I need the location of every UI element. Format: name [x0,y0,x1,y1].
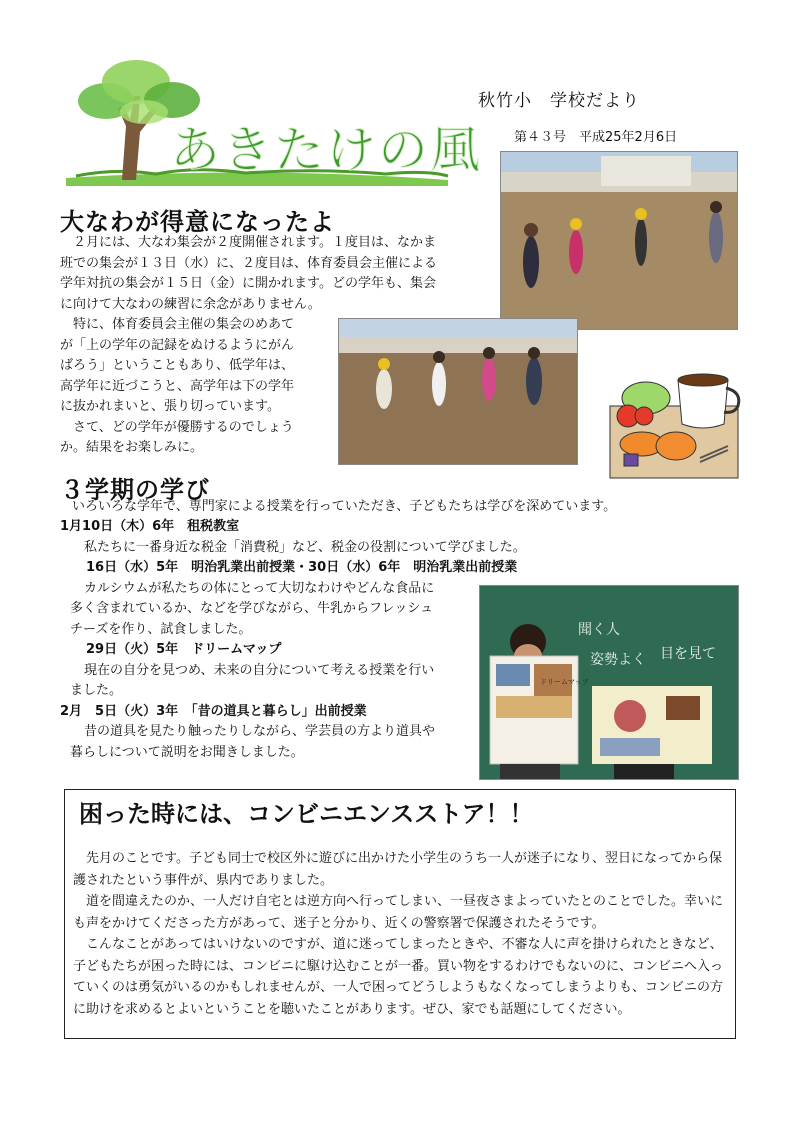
text-line: 班での集会が１３日（水）に、２度目は、体育委員会主催による [60,255,438,271]
text-line: か。結果をお楽しみに。 [60,440,204,455]
section1-heading: 大なわが得意になったよ [60,208,335,236]
lesson-text: ました。 [70,683,123,698]
lesson-title: 2月 5日（火）3年 「昔の道具と暮らし」出前授業 [60,703,367,719]
lesson-text: 暮らしについて説明をお聞きしました。 [70,744,304,760]
school-name: 秋竹小 学校だより [478,91,640,111]
lesson-title: 29日（火）5年 ドリームマップ [86,642,282,657]
notice-paragraph: 先月のことです。子ども同士で校区外に遊びに出かけた小学生のうち一人が迷子になり、翌日になってから保護されたという事件が、県内でありました。 [73,851,722,888]
text-line: 高学年に近づこうと、高学年は下の学年 [60,378,295,394]
text-line: ばろう」ということもあり、低学年は、 [60,358,295,373]
lesson-text: カルシウムが私たちの体にとって大切なわけやどんな食品に [84,580,435,596]
text-line: 特に、体育委員会主催の集会のめあて [73,317,295,332]
photo-jump-rope-2 [338,318,578,465]
notice-paragraph: 道を間違えたのか、一人だけ自宅とは逆方向へ行ってしまい、一昼夜さまよっていたとのことでした。幸いにも声をかけてくださった方があって、迷子と分かり、近くの警察署で保護されたそうです。 [73,894,724,931]
lesson-title: 1月10日（木）6年 租税教室 [60,519,240,534]
text-line: さて、どの学年が優勝するのでしょう [73,419,294,435]
issue-line: 第４３号 平成25年2月6日 [514,130,678,145]
lesson-item [60,517,540,763]
section1-paragraph2 [60,315,336,459]
board-text-3: 目を見て [660,646,716,662]
newsletter-title: あきたけの風 [170,121,482,179]
notice-paragraph: こんなことがあってはいけないのですが、道に迷ってしまったときや、不審な人に声を掛けられたときなど、子どもたちが困った時には、コンビニに駆け込むことが一番。買い物をするわけでもないのに、コンビニへ入っていくのは勇気がいるのかもしれませんが、一人で困ってどうしようもなくなってしまうよりも、コンビニの方に助けを求めるとよいということを聴いたことがあります。ぜひ、家でも話題にしてください。 [73,937,724,1017]
notice-body [73,848,729,1020]
text-line: に抜かれまいと、張り切っています。 [60,399,280,414]
text-line: 学年対抗の集会が１５日（金）に開かれます。どの学年も、集会 [60,276,436,291]
text-line: ２月には、大なわ集会が２度開催されます。１度目は、なかま [73,235,436,250]
lesson-text: 私たちに一番身近な税金「消費税」など、税金の役割について学びました。 [84,539,526,555]
lesson-text: 多く含まれているか、などを学びながら、牛乳からフレッシュ [70,601,434,616]
notice-title: 困った時には、コンビニエンスストア！！ [79,800,534,828]
photo-jump-rope-1 [500,151,738,330]
board-text-2: 姿勢よく [590,652,646,668]
section2-heading: ３学期の学び [60,476,210,504]
lesson-text: 昔の道具を見たり触ったりしながら、学芸員の方より道具や [84,724,436,739]
text-line: が「上の学年の記録をぬけるようにがん [60,337,295,353]
convenience-store-notice [64,789,736,1039]
text-line: に向けて大なわの練習に余念がありません。 [60,296,321,312]
section2-intro: いろいろな学年で、専門家による授業を行っていただき、子どもたちは学びを深めています。 [72,499,617,514]
section1-paragraph1 [60,233,496,315]
board-text-1: 聞く人 [578,622,620,638]
paper-text: ドリームマップ [540,678,589,686]
lesson-text: チーズを作り、試食しました。 [70,621,252,637]
lesson-text: 現在の自分を見つめ、未来の自分について考える授業を行い [84,662,435,678]
lesson-title: 16日（水）5年 明治乳業出前授業・30日（水）6年 明治乳業出前授業 [86,560,518,575]
photo-dream-map [479,585,739,780]
coffee-breakfast-illustration [604,366,744,482]
